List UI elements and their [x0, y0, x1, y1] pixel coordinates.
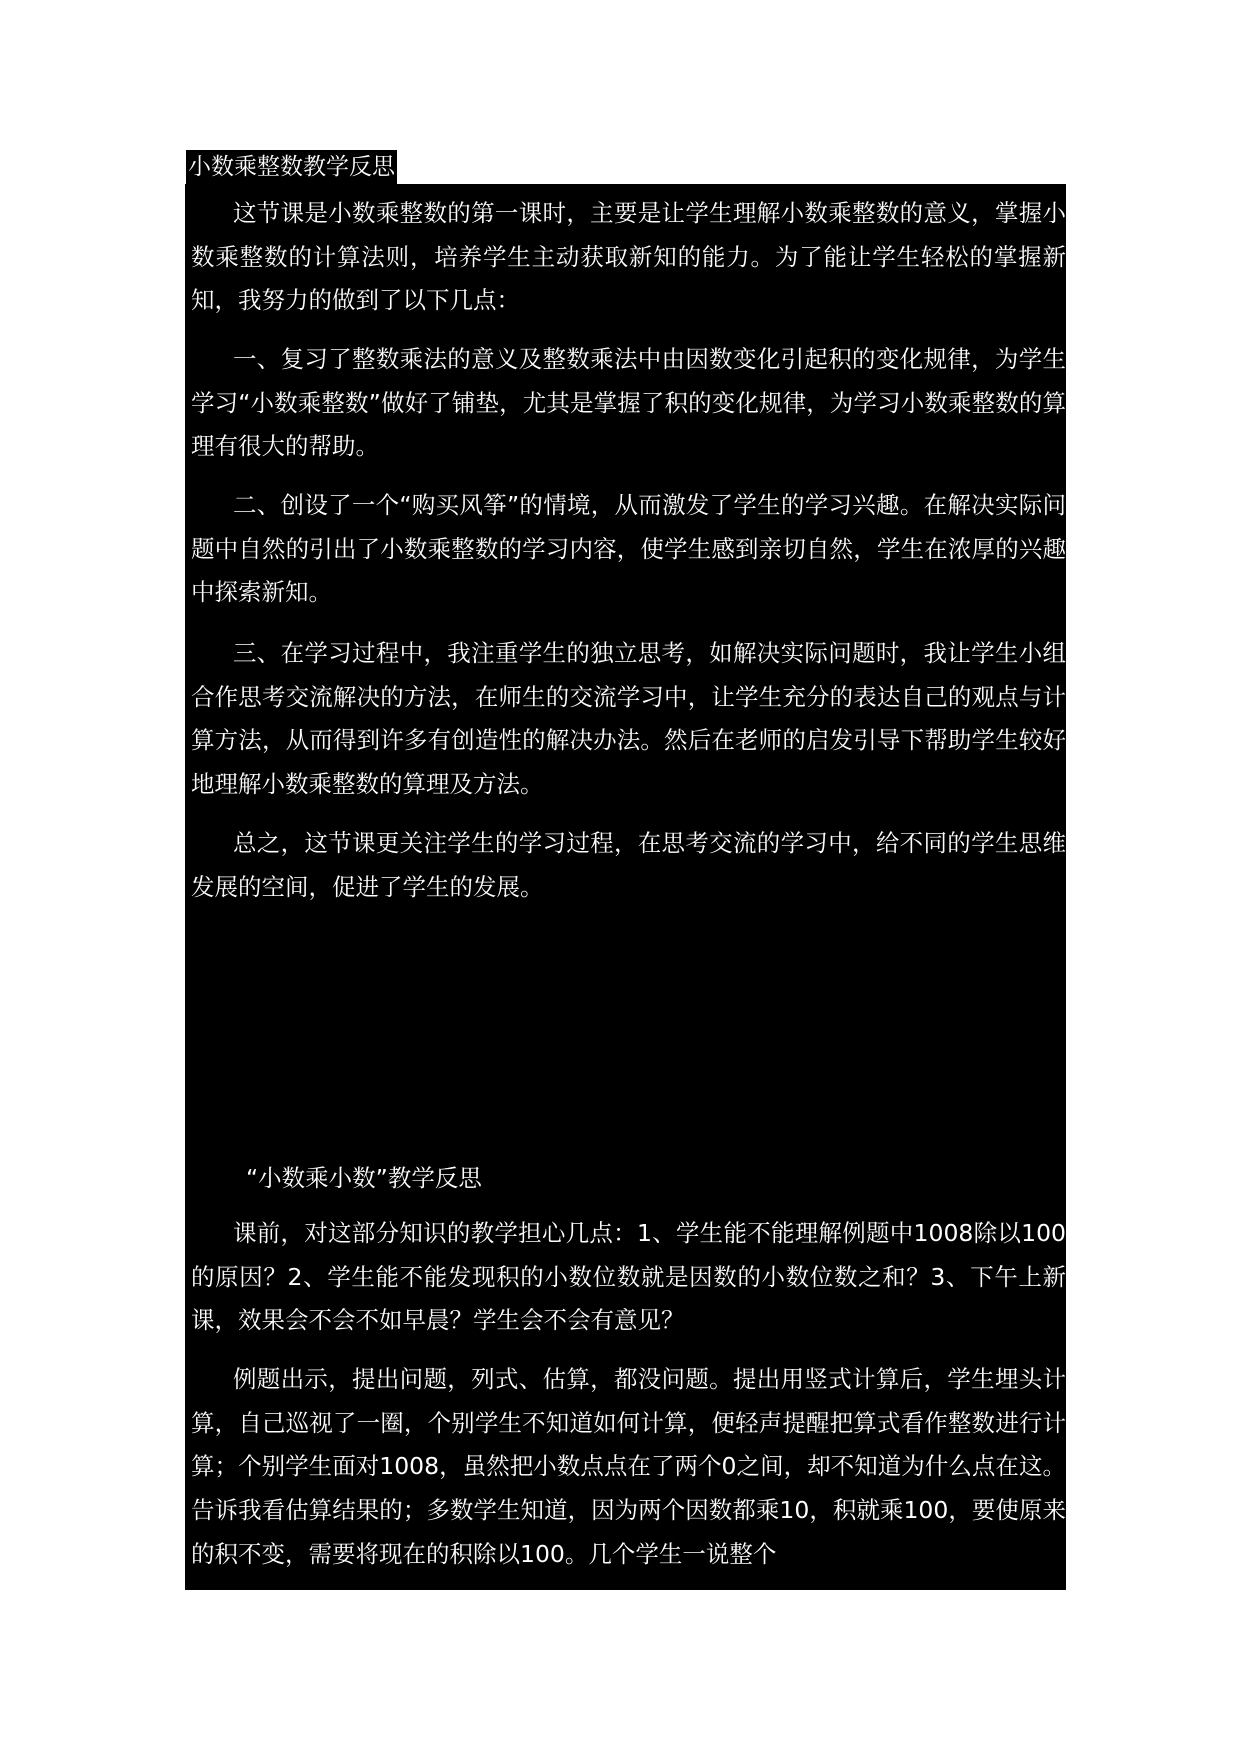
- paragraph-summary: 总之，这节课更关注学生的学习过程，在思考交流的学习中，给不同的学生思维发展的空间，促进了学生的发展。: [191, 829, 1066, 901]
- paragraph-point-three: 三、在学习过程中，我注重学生的独立思考，如解决实际问题时，我让学生小组合作思考交流解决的方法，在师生的交流学习中，让学生充分的表达自己的观点与计算方法，从而得到许多有创造性的解决办法。然后在老师的启发引导下帮助学生较好地理解小数乘整数的算理及方法。: [191, 639, 1066, 799]
- paragraph-point-one: 一、复习了整数乘法的意义及整数乘法中由因数变化引起积的变化规律，为学生学习“小数乘整数”做好了铺垫，尤其是掌握了积的变化规律，为学习小数乘整数的算理有很大的帮助。: [191, 345, 1066, 461]
- paragraph-point-two: 二、创设了一个“购买风筝”的情境，从而激发了学生的学习兴趣。在解决实际问题中自然的引出了小数乘整数的学习内容，使学生感到亲切自然，学生在浓厚的兴趣中探索新知。: [191, 491, 1066, 607]
- document-title: 小数乘整数教学反思: [186, 150, 397, 185]
- paragraph-intro: 这节课是小数乘整数的第一课时，主要是让学生理解小数乘整数的意义，掌握小数乘整数的计算法则，培养学生主动获取新知的能力。为了能让学生轻松的掌握新知，我努力的做到了以下几点：: [191, 199, 1066, 315]
- paragraph-example-process: 例题出示，提出问题，列式、估算，都没问题。提出用竖式计算后，学生埋头计算，自己巡视了一圈，个别学生不知道如何计算，便轻声提醒把算式看作整数进行计算；个别学生面对1008，虽然把小数点点在了两个0之间，却不知道为什么点在这。告诉我看估算结果的；多数学生知道，因为两个因数都乘10，积就乘100，要使原来的积不变，需要将现在的积除以100。几个学生一说整个: [191, 1365, 1066, 1568]
- section-title-decimal-multiplication: “小数乘小数”教学反思: [246, 1164, 482, 1192]
- paragraph-pre-class-concerns: 课前，对这部分知识的教学担心几点：1、学生能不能理解例题中1008除以100的原因？2、学生能不能发现积的小数位数就是因数的小数位数之和？3、下午上新课，效果会不会不如早晨？学生会不会有意见？: [191, 1219, 1066, 1335]
